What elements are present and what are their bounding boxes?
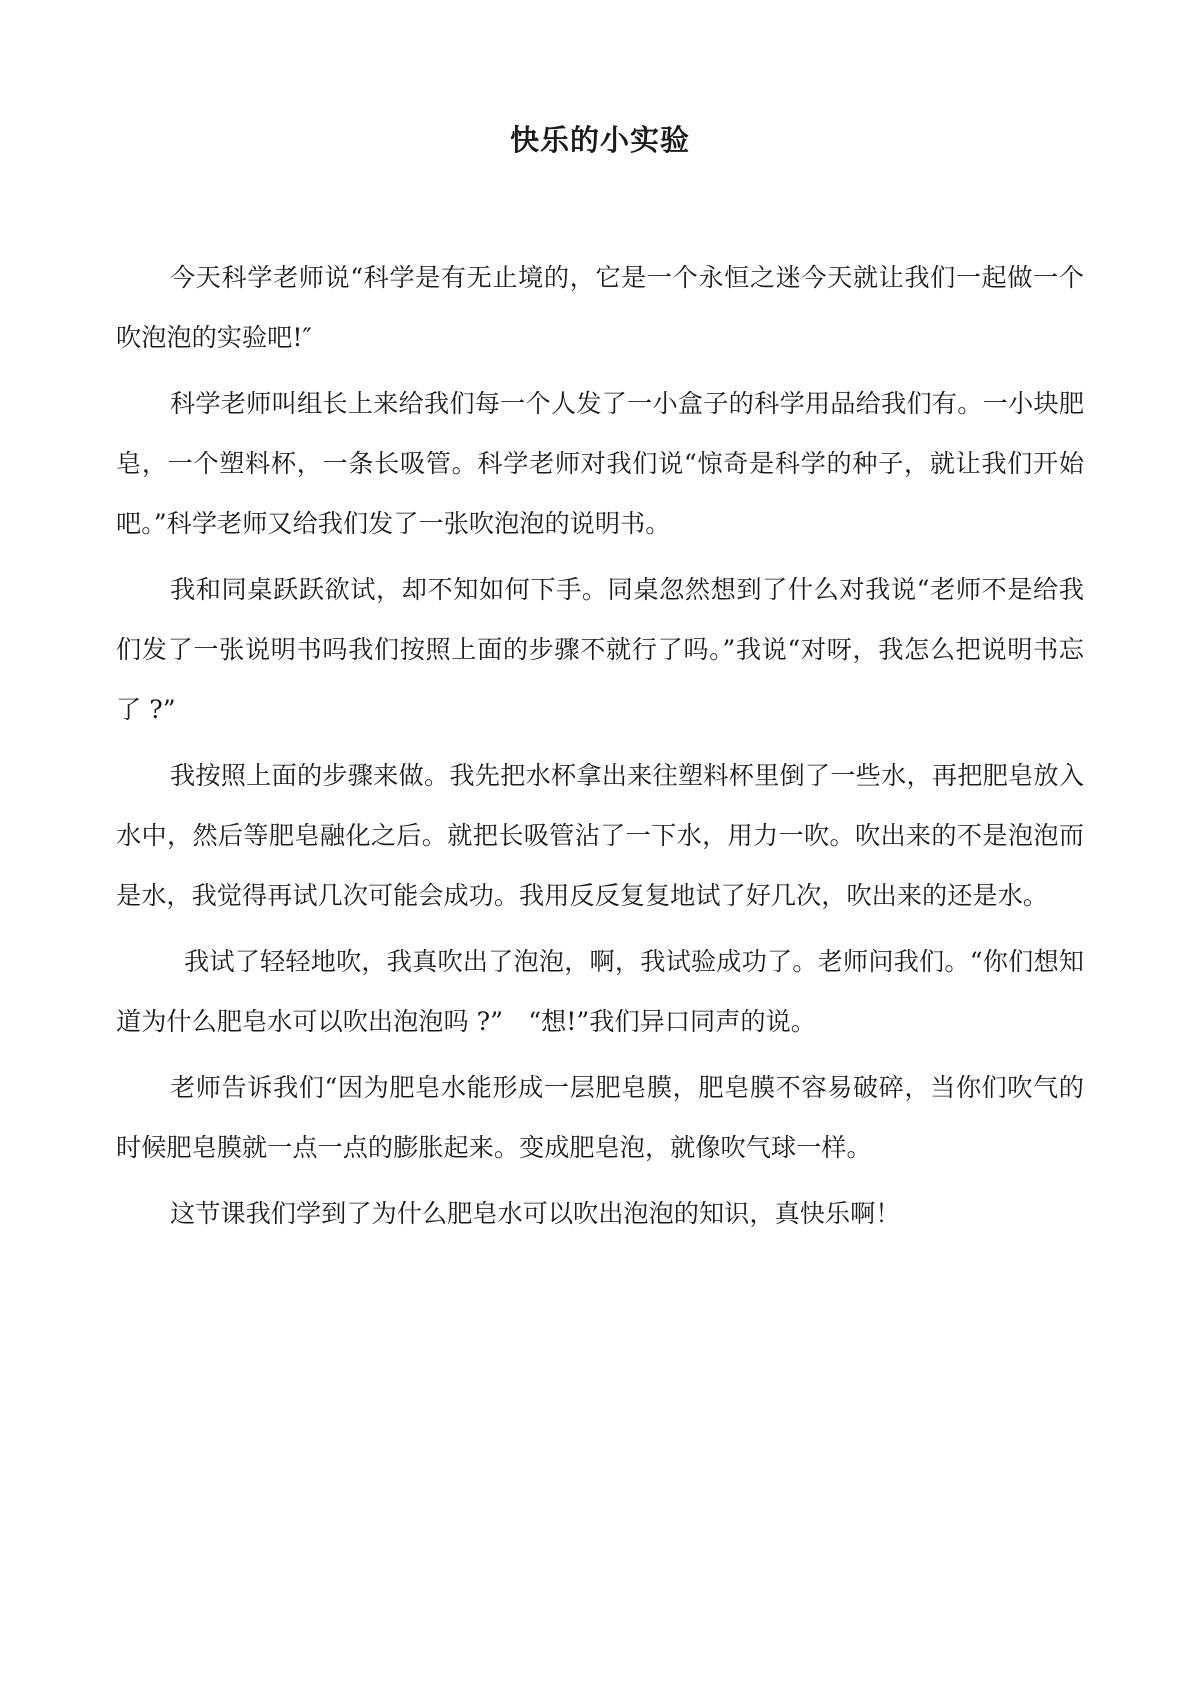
paragraph-5: 我试了轻轻地吹，我真吹出了泡泡，啊，我试验成功了。老师问我们。“你们想知道为什么肥皂水可以吹出泡泡吗 ?” “想!”我们异口同声的说。 (116, 947, 1084, 1036)
paragraph-4: 我按照上面的步骤来做。我先把水杯拿出来往塑料杯里倒了一些水，再把肥皂放入水中，然后等肥皂融化之后。就把长吸管沾了一下水，用力一吹。吹出来的不是泡泡而是水，我觉得再试几次可能会成功。我用反反复复地试了好几次，吹出来的还是水。 (116, 761, 1084, 910)
paragraph-7: 这节课我们学到了为什么肥皂水可以吹出泡泡的知识，真快乐啊！ (170, 1199, 901, 1228)
paragraph-6: 老师告诉我们“因为肥皂水能形成一层肥皂膜，肥皂膜不容易破碎，当你们吹气的时候肥皂膜就一点一点的膨胀起来。变成肥皂泡，就像吹气球一样。 (116, 1073, 1084, 1162)
paragraph-1: 今天科学老师说“科学是有无止境的，它是一个永恒之迷今天就让我们一起做一个吹泡泡的实验吧!″ (116, 263, 1084, 352)
essay-body (116, 248, 1084, 1250)
page-title: 快乐的小实验 (509, 123, 690, 157)
paragraph-2: 科学老师叫组长上来给我们每一个人发了一小盒子的科学用品给我们有。一小块肥皂，一个塑料杯，一条长吸管。科学老师对我们说“惊奇是科学的种子，就让我们开始吧。”科学老师又给我们发了一张吹泡泡的说明书。 (116, 389, 1084, 538)
paragraph-3: 我和同桌跃跃欲试，却不知如何下手。同桌忽然想到了什么对我说“老师不是给我们发了一张说明书吗我们按照上面的步骤不就行了吗。”我说“对呀，我怎么把说明书忘了 ?” (116, 575, 1084, 724)
